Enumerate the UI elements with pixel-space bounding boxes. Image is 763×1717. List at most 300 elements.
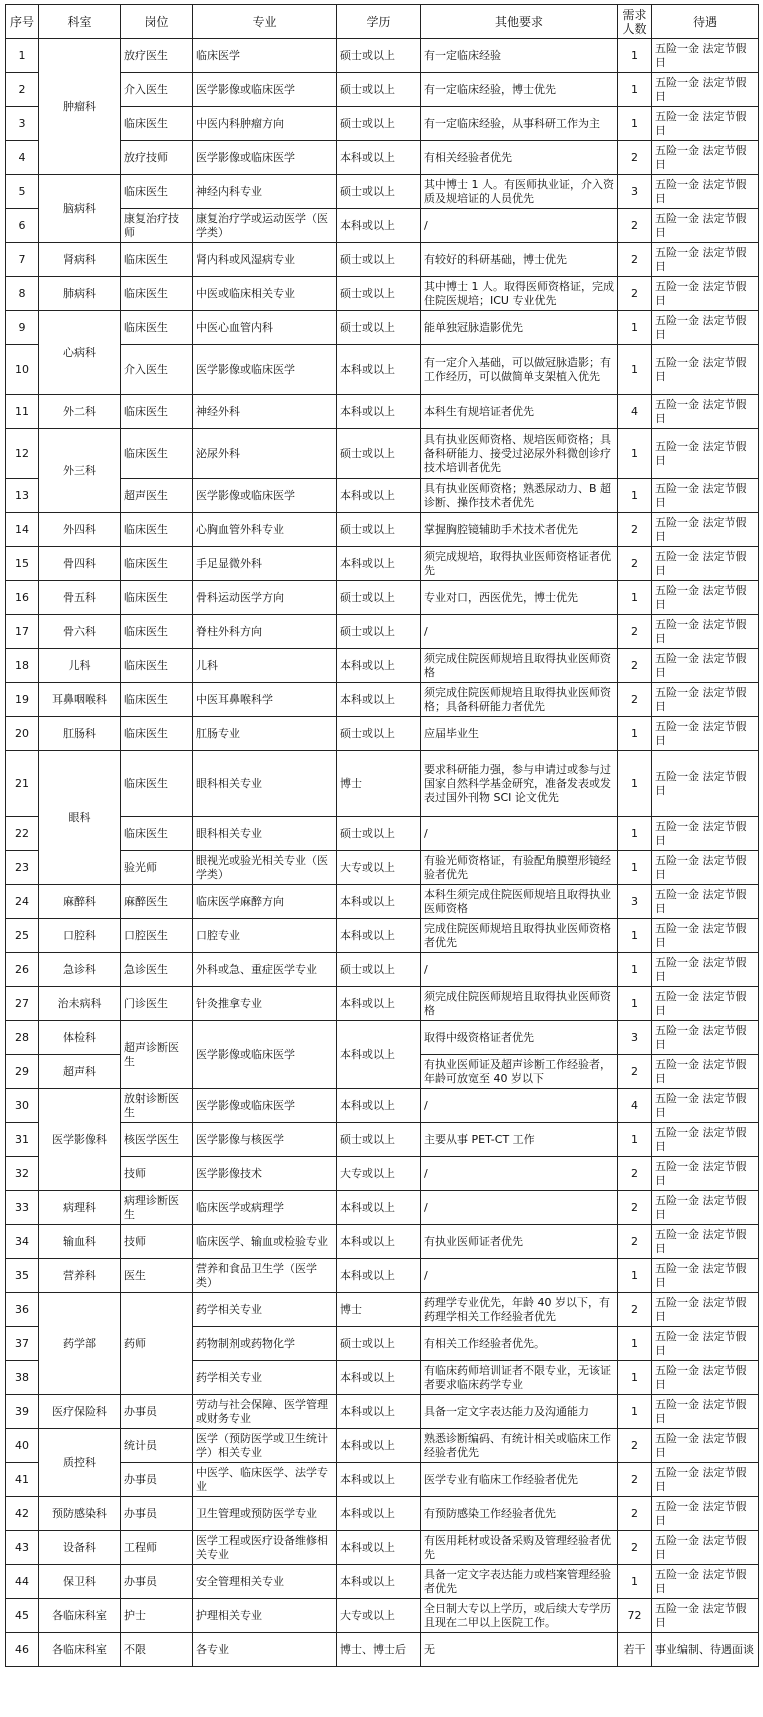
cell-req: 具有执业医师资格、规培医师资格；具备科研能力、接受过泌尿外科微创诊疗技术培训者优先 [421, 429, 618, 479]
cell-post: 药师 [121, 1293, 193, 1395]
cell-post: 办事员 [121, 1565, 193, 1599]
table-row [6, 395, 759, 429]
cell-seq: 36 [6, 1293, 39, 1327]
cell-req: 具备一定文字表达能力或档案管理经验者优先 [421, 1565, 618, 1599]
cell-benefit: 五险一金 法定节假日 [652, 243, 759, 277]
cell-dept: 体检科 [39, 1021, 121, 1055]
cell-post: 临床医生 [121, 683, 193, 717]
cell-seq: 24 [6, 885, 39, 919]
cell-edu: 本科或以上 [337, 209, 421, 243]
cell-post: 康复治疗技师 [121, 209, 193, 243]
cell-seq: 7 [6, 243, 39, 277]
cell-post: 临床医生 [121, 107, 193, 141]
header-edu: 学历 [337, 5, 421, 39]
cell-post: 临床医生 [121, 243, 193, 277]
cell-benefit: 事业编制、待遇面谈 [652, 1633, 759, 1667]
cell-req: 本科生须完成住院医师规培且取得执业医师资格 [421, 885, 618, 919]
cell-post: 验光师 [121, 851, 193, 885]
cell-seq: 6 [6, 209, 39, 243]
cell-benefit: 五险一金 法定节假日 [652, 175, 759, 209]
cell-post: 办事员 [121, 1463, 193, 1497]
cell-num: 2 [618, 547, 652, 581]
cell-benefit: 五险一金 法定节假日 [652, 1293, 759, 1327]
table-row [6, 1089, 759, 1123]
table-row [6, 39, 759, 73]
cell-dept: 麻醉科 [39, 885, 121, 919]
cell-post: 门诊医生 [121, 987, 193, 1021]
cell-seq: 39 [6, 1395, 39, 1429]
cell-num: 2 [618, 1293, 652, 1327]
cell-post: 临床医生 [121, 175, 193, 209]
cell-edu: 本科或以上 [337, 1021, 421, 1089]
cell-post: 临床医生 [121, 751, 193, 817]
cell-dept: 脑病科 [39, 175, 121, 243]
cell-req: / [421, 209, 618, 243]
cell-post: 核医学医生 [121, 1123, 193, 1157]
cell-edu: 本科或以上 [337, 1565, 421, 1599]
cell-major: 肾内科或风湿病专业 [193, 243, 337, 277]
cell-major: 医学影像或临床医学 [193, 479, 337, 513]
cell-post: 临床医生 [121, 547, 193, 581]
cell-seq: 44 [6, 1565, 39, 1599]
cell-dept: 输血科 [39, 1225, 121, 1259]
cell-major: 神经内科专业 [193, 175, 337, 209]
cell-edu: 本科或以上 [337, 1429, 421, 1463]
cell-benefit: 五险一金 法定节假日 [652, 73, 759, 107]
cell-dept: 治未病科 [39, 987, 121, 1021]
header-post: 岗位 [121, 5, 193, 39]
cell-post: 病理诊断医生 [121, 1191, 193, 1225]
cell-seq: 13 [6, 479, 39, 513]
cell-benefit: 五险一金 法定节假日 [652, 919, 759, 953]
cell-edu: 本科或以上 [337, 141, 421, 175]
cell-num: 1 [618, 953, 652, 987]
cell-seq: 34 [6, 1225, 39, 1259]
cell-major: 外科或急、重症医学专业 [193, 953, 337, 987]
cell-benefit: 五险一金 法定节假日 [652, 395, 759, 429]
cell-req: 有一定临床经验 [421, 39, 618, 73]
cell-benefit: 五险一金 法定节假日 [652, 1157, 759, 1191]
cell-benefit: 五险一金 法定节假日 [652, 987, 759, 1021]
cell-num: 1 [618, 817, 652, 851]
cell-benefit: 五险一金 法定节假日 [652, 107, 759, 141]
cell-edu: 本科或以上 [337, 1395, 421, 1429]
cell-post: 统计员 [121, 1429, 193, 1463]
cell-num: 1 [618, 345, 652, 395]
table-body [6, 39, 759, 1667]
cell-num: 3 [618, 175, 652, 209]
cell-edu: 本科或以上 [337, 1089, 421, 1123]
cell-edu: 本科或以上 [337, 479, 421, 513]
cell-seq: 37 [6, 1327, 39, 1361]
cell-seq: 1 [6, 39, 39, 73]
cell-benefit: 五险一金 法定节假日 [652, 1531, 759, 1565]
cell-dept: 外二科 [39, 395, 121, 429]
cell-dept: 医学影像科 [39, 1089, 121, 1191]
cell-edu: 博士 [337, 751, 421, 817]
cell-edu: 本科或以上 [337, 1497, 421, 1531]
cell-seq: 3 [6, 107, 39, 141]
cell-dept: 骨四科 [39, 547, 121, 581]
cell-num: 1 [618, 429, 652, 479]
cell-major: 卫生管理或预防医学专业 [193, 1497, 337, 1531]
table-row [6, 1191, 759, 1225]
cell-req: / [421, 817, 618, 851]
cell-seq: 46 [6, 1633, 39, 1667]
cell-req: 完成住院医师规培且取得执业医师资格者优先 [421, 919, 618, 953]
cell-edu: 本科或以上 [337, 547, 421, 581]
cell-req: 主要从事 PET-CT 工作 [421, 1123, 618, 1157]
cell-dept: 儿科 [39, 649, 121, 683]
cell-req: 专业对口，西医优先，博士优先 [421, 581, 618, 615]
cell-req: 其中博士 1 人。取得医师资格证，完成住院医规培；ICU 专业优先 [421, 277, 618, 311]
cell-benefit: 五险一金 法定节假日 [652, 1327, 759, 1361]
cell-num: 1 [618, 1565, 652, 1599]
cell-post: 办事员 [121, 1497, 193, 1531]
cell-num: 1 [618, 311, 652, 345]
table-row [6, 1497, 759, 1531]
cell-post: 办事员 [121, 1395, 193, 1429]
cell-benefit: 五险一金 法定节假日 [652, 851, 759, 885]
cell-dept: 骨六科 [39, 615, 121, 649]
cell-req: 熟悉诊断编码、有统计相关或临床工作经验者优先 [421, 1429, 618, 1463]
cell-post: 临床医生 [121, 817, 193, 851]
cell-post: 临床医生 [121, 717, 193, 751]
cell-post: 介入医生 [121, 345, 193, 395]
cell-major: 眼科相关专业 [193, 817, 337, 851]
cell-num: 1 [618, 479, 652, 513]
cell-num: 1 [618, 581, 652, 615]
table-row [6, 885, 759, 919]
cell-benefit: 五险一金 法定节假日 [652, 649, 759, 683]
cell-benefit: 五险一金 法定节假日 [652, 1565, 759, 1599]
table-row [6, 175, 759, 209]
cell-edu: 硕士或以上 [337, 39, 421, 73]
cell-num: 1 [618, 751, 652, 817]
cell-benefit: 五险一金 法定节假日 [652, 429, 759, 479]
cell-req: 有执业医师证及超声诊断工作经验者，年龄可放宽至 40 岁以下 [421, 1055, 618, 1089]
table-row [6, 1565, 759, 1599]
cell-req: 具有执业医师资格；熟悉尿动力、B 超诊断、操作技术者优先 [421, 479, 618, 513]
cell-seq: 26 [6, 953, 39, 987]
cell-seq: 23 [6, 851, 39, 885]
header-seq: 序号 [6, 5, 39, 39]
cell-num: 2 [618, 243, 652, 277]
table-row [6, 751, 759, 817]
cell-edu: 硕士或以上 [337, 513, 421, 547]
cell-post: 技师 [121, 1225, 193, 1259]
cell-req: 医学专业有临床工作经验者优先 [421, 1463, 618, 1497]
cell-post: 临床医生 [121, 395, 193, 429]
cell-major: 临床医学或病理学 [193, 1191, 337, 1225]
cell-major: 医学影像或临床医学 [193, 141, 337, 175]
cell-benefit: 五险一金 法定节假日 [652, 1021, 759, 1055]
cell-num: 1 [618, 39, 652, 73]
cell-seq: 10 [6, 345, 39, 395]
cell-num: 1 [618, 987, 652, 1021]
cell-dept: 肺病科 [39, 277, 121, 311]
cell-edu: 本科或以上 [337, 919, 421, 953]
cell-req: 有验光师资格证，有验配角膜塑形镜经验者优先 [421, 851, 618, 885]
cell-major: 护理相关专业 [193, 1599, 337, 1633]
cell-dept: 耳鼻咽喉科 [39, 683, 121, 717]
cell-req: 有相关工作经验者优先。 [421, 1327, 618, 1361]
cell-req: 有一定介入基础，可以做冠脉造影；有工作经历，可以做简单支架植入优先 [421, 345, 618, 395]
cell-benefit: 五险一金 法定节假日 [652, 1599, 759, 1633]
cell-major: 医学影像或临床医学 [193, 1021, 337, 1089]
cell-num: 1 [618, 1123, 652, 1157]
cell-major: 安全管理相关专业 [193, 1565, 337, 1599]
header-num: 需求人数 [618, 5, 652, 39]
cell-edu: 硕士或以上 [337, 581, 421, 615]
cell-edu: 本科或以上 [337, 1531, 421, 1565]
cell-benefit: 五险一金 法定节假日 [652, 751, 759, 817]
cell-dept: 质控科 [39, 1429, 121, 1497]
cell-dept: 口腔科 [39, 919, 121, 953]
cell-post: 技师 [121, 1157, 193, 1191]
cell-post: 临床医生 [121, 311, 193, 345]
cell-major: 药学相关专业 [193, 1293, 337, 1327]
cell-edu: 本科或以上 [337, 987, 421, 1021]
cell-num: 2 [618, 1429, 652, 1463]
cell-req: / [421, 953, 618, 987]
cell-major: 劳动与社会保障、医学管理或财务专业 [193, 1395, 337, 1429]
cell-benefit: 五险一金 法定节假日 [652, 1089, 759, 1123]
cell-req: / [421, 1259, 618, 1293]
cell-edu: 硕士或以上 [337, 277, 421, 311]
cell-post: 口腔医生 [121, 919, 193, 953]
cell-edu: 硕士或以上 [337, 175, 421, 209]
cell-dept: 心病科 [39, 311, 121, 395]
cell-dept: 病理科 [39, 1191, 121, 1225]
cell-dept: 医疗保险科 [39, 1395, 121, 1429]
cell-post: 不限 [121, 1633, 193, 1667]
cell-req: / [421, 1089, 618, 1123]
table-row [6, 683, 759, 717]
cell-major: 儿科 [193, 649, 337, 683]
cell-major: 营养和食品卫生学（医学类） [193, 1259, 337, 1293]
cell-major: 临床医学、输血或检验专业 [193, 1225, 337, 1259]
table-row [6, 277, 759, 311]
cell-num: 2 [618, 615, 652, 649]
cell-major: 神经外科 [193, 395, 337, 429]
cell-major: 药学相关专业 [193, 1361, 337, 1395]
cell-edu: 硕士或以上 [337, 1123, 421, 1157]
table-row [6, 429, 759, 479]
table-row [6, 1293, 759, 1327]
cell-req: 其中博士 1 人。有医师执业证，介入资质及规培证的人员优先 [421, 175, 618, 209]
cell-major: 各专业 [193, 1633, 337, 1667]
cell-post: 放疗技师 [121, 141, 193, 175]
table-row [6, 717, 759, 751]
cell-post: 麻醉医生 [121, 885, 193, 919]
cell-major: 医学影像或临床医学 [193, 345, 337, 395]
table-row [6, 1599, 759, 1633]
cell-benefit: 五险一金 法定节假日 [652, 817, 759, 851]
cell-benefit: 五险一金 法定节假日 [652, 953, 759, 987]
cell-seq: 15 [6, 547, 39, 581]
cell-seq: 33 [6, 1191, 39, 1225]
header-req: 其他要求 [421, 5, 618, 39]
cell-seq: 35 [6, 1259, 39, 1293]
cell-post: 医生 [121, 1259, 193, 1293]
cell-seq: 27 [6, 987, 39, 1021]
cell-major: 临床医学 [193, 39, 337, 73]
cell-benefit: 五险一金 法定节假日 [652, 1497, 759, 1531]
cell-seq: 22 [6, 817, 39, 851]
cell-num: 72 [618, 1599, 652, 1633]
cell-post: 超声医生 [121, 479, 193, 513]
cell-seq: 16 [6, 581, 39, 615]
cell-seq: 8 [6, 277, 39, 311]
cell-major: 中医内科肿瘤方向 [193, 107, 337, 141]
cell-benefit: 五险一金 法定节假日 [652, 513, 759, 547]
cell-seq: 2 [6, 73, 39, 107]
cell-req: 要求科研能力强，参与申请过或参与过国家自然科学基金研究，准备发表或发表过国外刊物 SCI 论文优先 [421, 751, 618, 817]
cell-benefit: 五险一金 法定节假日 [652, 141, 759, 175]
cell-num: 2 [618, 1225, 652, 1259]
cell-req: 须完成住院医师规培且取得执业医师资格；具备科研能力者优先 [421, 683, 618, 717]
cell-num: 3 [618, 885, 652, 919]
cell-major: 骨科运动医学方向 [193, 581, 337, 615]
table-row [6, 1259, 759, 1293]
cell-dept: 药学部 [39, 1293, 121, 1395]
cell-req: / [421, 1157, 618, 1191]
cell-benefit: 五险一金 法定节假日 [652, 345, 759, 395]
cell-benefit: 五险一金 法定节假日 [652, 1123, 759, 1157]
table-row [6, 1021, 759, 1055]
cell-major: 针灸推拿专业 [193, 987, 337, 1021]
cell-dept: 营养科 [39, 1259, 121, 1293]
header-major: 专业 [193, 5, 337, 39]
cell-num: 1 [618, 1395, 652, 1429]
cell-num: 1 [618, 1327, 652, 1361]
cell-dept: 保卫科 [39, 1565, 121, 1599]
cell-num: 2 [618, 1157, 652, 1191]
cell-seq: 31 [6, 1123, 39, 1157]
cell-seq: 5 [6, 175, 39, 209]
cell-benefit: 五险一金 法定节假日 [652, 1361, 759, 1395]
cell-major: 泌尿外科 [193, 429, 337, 479]
cell-edu: 硕士或以上 [337, 429, 421, 479]
cell-major: 眼科相关专业 [193, 751, 337, 817]
cell-seq: 38 [6, 1361, 39, 1395]
cell-benefit: 五险一金 法定节假日 [652, 1395, 759, 1429]
cell-major: 脊柱外科方向 [193, 615, 337, 649]
cell-seq: 25 [6, 919, 39, 953]
cell-num: 2 [618, 1055, 652, 1089]
cell-major: 医学影像与核医学 [193, 1123, 337, 1157]
cell-dept: 肛肠科 [39, 717, 121, 751]
header-dept: 科室 [39, 5, 121, 39]
cell-req: 应届毕业生 [421, 717, 618, 751]
cell-edu: 本科或以上 [337, 1361, 421, 1395]
cell-major: 医学影像或临床医学 [193, 1089, 337, 1123]
cell-major: 心胸血管外科专业 [193, 513, 337, 547]
cell-benefit: 五险一金 法定节假日 [652, 1429, 759, 1463]
cell-benefit: 五险一金 法定节假日 [652, 683, 759, 717]
cell-edu: 本科或以上 [337, 885, 421, 919]
table-row [6, 953, 759, 987]
cell-dept: 超声科 [39, 1055, 121, 1089]
cell-req: 具备一定文字表达能力及沟通能力 [421, 1395, 618, 1429]
cell-dept: 肾病科 [39, 243, 121, 277]
cell-post: 临床医生 [121, 513, 193, 547]
cell-edu: 本科或以上 [337, 1259, 421, 1293]
cell-req: 有预防感染工作经验者优先 [421, 1497, 618, 1531]
cell-edu: 本科或以上 [337, 1463, 421, 1497]
header-benefit: 待遇 [652, 5, 759, 39]
cell-num: 1 [618, 919, 652, 953]
cell-benefit: 五险一金 法定节假日 [652, 885, 759, 919]
cell-seq: 41 [6, 1463, 39, 1497]
cell-seq: 17 [6, 615, 39, 649]
cell-major: 医学（预防医学或卫生统计学）相关专业 [193, 1429, 337, 1463]
cell-seq: 42 [6, 1497, 39, 1531]
cell-seq: 29 [6, 1055, 39, 1089]
table-row [6, 649, 759, 683]
cell-major: 医学工程或医疗设备维修相关专业 [193, 1531, 337, 1565]
table-row [6, 919, 759, 953]
cell-benefit: 五险一金 法定节假日 [652, 1259, 759, 1293]
cell-edu: 硕士或以上 [337, 107, 421, 141]
cell-req: 有较好的科研基础，博士优先 [421, 243, 618, 277]
cell-req: 全日制大专以上学历，或后续大专学历且现在二甲以上医院工作。 [421, 1599, 618, 1633]
cell-num: 1 [618, 73, 652, 107]
cell-major: 康复治疗学或运动医学（医学类） [193, 209, 337, 243]
cell-num: 2 [618, 1463, 652, 1497]
cell-seq: 40 [6, 1429, 39, 1463]
table-row [6, 615, 759, 649]
cell-post: 临床医生 [121, 649, 193, 683]
cell-benefit: 五险一金 法定节假日 [652, 547, 759, 581]
cell-major: 医学影像技术 [193, 1157, 337, 1191]
cell-req: 有执业医师证者优先 [421, 1225, 618, 1259]
cell-major: 手足显微外科 [193, 547, 337, 581]
cell-req: 有医用耗材或设备采购及管理经验者优先 [421, 1531, 618, 1565]
table-row [6, 987, 759, 1021]
cell-num: 1 [618, 1259, 652, 1293]
cell-post: 临床医生 [121, 581, 193, 615]
cell-major: 肛肠专业 [193, 717, 337, 751]
cell-req: 须完成住院医师规培且取得执业医师资格 [421, 649, 618, 683]
cell-num: 3 [618, 1021, 652, 1055]
cell-post: 工程师 [121, 1531, 193, 1565]
cell-num: 2 [618, 209, 652, 243]
cell-post: 放疗医生 [121, 39, 193, 73]
cell-edu: 大专或以上 [337, 1157, 421, 1191]
cell-edu: 硕士或以上 [337, 717, 421, 751]
cell-benefit: 五险一金 法定节假日 [652, 717, 759, 751]
cell-dept: 预防感染科 [39, 1497, 121, 1531]
cell-seq: 12 [6, 429, 39, 479]
cell-edu: 本科或以上 [337, 683, 421, 717]
cell-req: / [421, 1191, 618, 1225]
table-row [6, 547, 759, 581]
cell-num: 4 [618, 1089, 652, 1123]
table-row [6, 243, 759, 277]
cell-benefit: 五险一金 法定节假日 [652, 209, 759, 243]
cell-benefit: 五险一金 法定节假日 [652, 39, 759, 73]
cell-edu: 本科或以上 [337, 345, 421, 395]
cell-seq: 43 [6, 1531, 39, 1565]
cell-num: 2 [618, 141, 652, 175]
cell-edu: 博士、博士后 [337, 1633, 421, 1667]
cell-major: 药物制剂或药物化学 [193, 1327, 337, 1361]
cell-num: 2 [618, 1191, 652, 1225]
recruitment-table [5, 4, 759, 1667]
table-row [6, 1633, 759, 1667]
